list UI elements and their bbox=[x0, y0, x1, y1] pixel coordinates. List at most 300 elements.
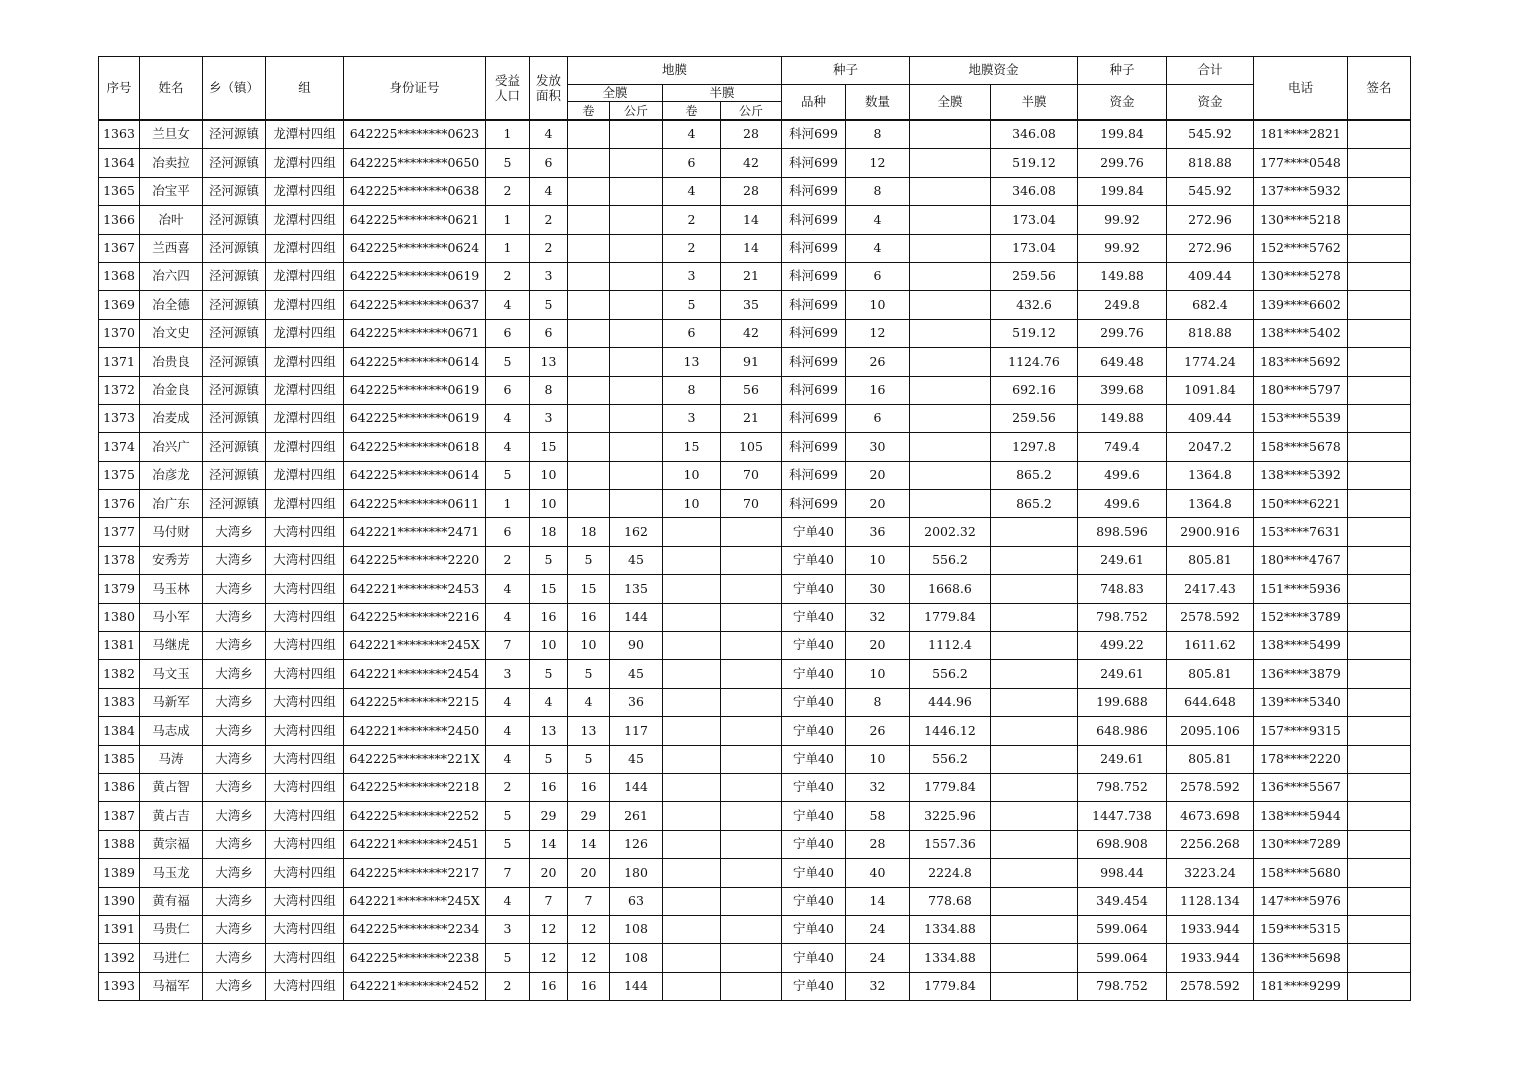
cell-name: 兰西喜 bbox=[140, 234, 203, 262]
cell-town: 大湾乡 bbox=[203, 603, 266, 631]
cell-town: 大湾乡 bbox=[203, 859, 266, 887]
cell-full-film-kg bbox=[610, 433, 663, 461]
cell-seq: 1383 bbox=[99, 688, 140, 716]
cell-half-film-rolls bbox=[663, 745, 721, 773]
cell-full-film-kg bbox=[610, 120, 663, 149]
cell-seed-qty: 20 bbox=[846, 632, 910, 660]
cell-beneficiaries: 2 bbox=[486, 972, 530, 1000]
table-body bbox=[99, 120, 1411, 1001]
table-row bbox=[99, 830, 1411, 858]
cell-id-number: 642225********2217 bbox=[344, 859, 486, 887]
cell-id-number: 642225********0624 bbox=[344, 234, 486, 262]
cell-full-film-rolls: 4 bbox=[568, 688, 610, 716]
cell-seq: 1385 bbox=[99, 745, 140, 773]
table-row bbox=[99, 518, 1411, 546]
cell-full-film-fund bbox=[910, 319, 991, 347]
cell-town: 泾河源镇 bbox=[203, 149, 266, 177]
cell-id-number: 642221********2471 bbox=[344, 518, 486, 546]
cell-half-film-kg: 42 bbox=[721, 149, 782, 177]
cell-id-number: 642225********0614 bbox=[344, 348, 486, 376]
cell-signature bbox=[1348, 632, 1411, 660]
cell-full-film-rolls bbox=[568, 177, 610, 205]
cell-town: 泾河源镇 bbox=[203, 234, 266, 262]
cell-seed-fund: 648.986 bbox=[1078, 717, 1167, 745]
cell-total-fund: 1128.134 bbox=[1167, 887, 1254, 915]
cell-half-film-fund: 865.2 bbox=[991, 490, 1078, 518]
table-row bbox=[99, 177, 1411, 205]
cell-group: 龙潭村四组 bbox=[266, 177, 344, 205]
cell-seed-fund: 798.752 bbox=[1078, 603, 1167, 631]
cell-full-film-kg: 90 bbox=[610, 632, 663, 660]
cell-town: 大湾乡 bbox=[203, 745, 266, 773]
cell-seed-variety: 科河699 bbox=[782, 177, 846, 205]
cell-signature bbox=[1348, 603, 1411, 631]
cell-total-fund: 805.81 bbox=[1167, 546, 1254, 574]
cell-town: 泾河源镇 bbox=[203, 291, 266, 319]
cell-group: 大湾村四组 bbox=[266, 915, 344, 943]
cell-area: 2 bbox=[530, 234, 568, 262]
cell-seq: 1381 bbox=[99, 632, 140, 660]
cell-name: 黄占吉 bbox=[140, 802, 203, 830]
cell-phone: 181****9299 bbox=[1254, 972, 1348, 1000]
cell-group: 龙潭村四组 bbox=[266, 262, 344, 290]
cell-group: 龙潭村四组 bbox=[266, 376, 344, 404]
cell-signature bbox=[1348, 348, 1411, 376]
cell-half-film-kg: 70 bbox=[721, 461, 782, 489]
cell-half-film-fund: 519.12 bbox=[991, 319, 1078, 347]
cell-area: 5 bbox=[530, 660, 568, 688]
cell-full-film-fund: 778.68 bbox=[910, 887, 991, 915]
cell-full-film-rolls: 5 bbox=[568, 660, 610, 688]
cell-seed-variety: 宁单40 bbox=[782, 887, 846, 915]
cell-seed-qty: 8 bbox=[846, 120, 910, 149]
cell-signature bbox=[1348, 660, 1411, 688]
cell-seed-qty: 20 bbox=[846, 490, 910, 518]
cell-signature bbox=[1348, 461, 1411, 489]
cell-town: 泾河源镇 bbox=[203, 206, 266, 234]
film-group-header: 地膜 bbox=[568, 57, 782, 85]
cell-town: 大湾乡 bbox=[203, 944, 266, 972]
col-seq-header: 序号 bbox=[99, 57, 140, 121]
cell-group: 大湾村四组 bbox=[266, 972, 344, 1000]
cell-full-film-rolls bbox=[568, 262, 610, 290]
cell-half-film-rolls bbox=[663, 603, 721, 631]
cell-seed-variety: 宁单40 bbox=[782, 632, 846, 660]
cell-half-film-rolls bbox=[663, 830, 721, 858]
cell-full-film-kg: 144 bbox=[610, 603, 663, 631]
cell-seed-fund: 199.84 bbox=[1078, 120, 1167, 149]
cell-town: 泾河源镇 bbox=[203, 262, 266, 290]
cell-full-film-fund bbox=[910, 433, 991, 461]
table-row bbox=[99, 262, 1411, 290]
cell-town: 大湾乡 bbox=[203, 660, 266, 688]
cell-full-film-rolls bbox=[568, 348, 610, 376]
cell-name: 马玉林 bbox=[140, 575, 203, 603]
cell-full-film-kg bbox=[610, 149, 663, 177]
cell-full-film-rolls: 12 bbox=[568, 944, 610, 972]
cell-seq: 1369 bbox=[99, 291, 140, 319]
cell-full-film-kg bbox=[610, 404, 663, 432]
cell-signature bbox=[1348, 575, 1411, 603]
cell-group: 龙潭村四组 bbox=[266, 319, 344, 347]
cell-name: 马新军 bbox=[140, 688, 203, 716]
cell-seed-variety: 宁单40 bbox=[782, 546, 846, 574]
cell-total-fund: 2417.43 bbox=[1167, 575, 1254, 603]
cell-half-film-kg bbox=[721, 660, 782, 688]
cell-half-film-kg: 21 bbox=[721, 404, 782, 432]
cell-phone: 138****5944 bbox=[1254, 802, 1348, 830]
cell-town: 大湾乡 bbox=[203, 773, 266, 801]
cell-full-film-kg bbox=[610, 376, 663, 404]
cell-seed-fund: 249.61 bbox=[1078, 745, 1167, 773]
cell-half-film-fund bbox=[991, 575, 1078, 603]
cell-total-fund: 1933.944 bbox=[1167, 915, 1254, 943]
cell-beneficiaries: 5 bbox=[486, 802, 530, 830]
cell-half-film-fund bbox=[991, 887, 1078, 915]
table-row bbox=[99, 234, 1411, 262]
cell-seed-variety: 科河699 bbox=[782, 348, 846, 376]
cell-group: 大湾村四组 bbox=[266, 688, 344, 716]
cell-seed-fund: 199.84 bbox=[1078, 177, 1167, 205]
cell-half-film-fund: 173.04 bbox=[991, 234, 1078, 262]
cell-full-film-rolls: 15 bbox=[568, 575, 610, 603]
cell-half-film-fund bbox=[991, 773, 1078, 801]
cell-seed-variety: 宁单40 bbox=[782, 802, 846, 830]
cell-phone: 130****5278 bbox=[1254, 262, 1348, 290]
cell-full-film-rolls: 20 bbox=[568, 859, 610, 887]
cell-half-film-rolls bbox=[663, 632, 721, 660]
cell-half-film-fund bbox=[991, 603, 1078, 631]
cell-total-fund: 4673.698 bbox=[1167, 802, 1254, 830]
cell-half-film-kg: 105 bbox=[721, 433, 782, 461]
cell-area: 4 bbox=[530, 177, 568, 205]
cell-id-number: 642225********2238 bbox=[344, 944, 486, 972]
cell-half-film-kg bbox=[721, 859, 782, 887]
cell-full-film-fund: 556.2 bbox=[910, 745, 991, 773]
cell-phone: 183****5692 bbox=[1254, 348, 1348, 376]
cell-full-film-rolls bbox=[568, 291, 610, 319]
cell-seed-fund: 798.752 bbox=[1078, 773, 1167, 801]
cell-phone: 178****2220 bbox=[1254, 745, 1348, 773]
cell-seed-fund: 698.908 bbox=[1078, 830, 1167, 858]
cell-half-film-fund: 173.04 bbox=[991, 206, 1078, 234]
cell-seed-fund: 499.22 bbox=[1078, 632, 1167, 660]
cell-beneficiaries: 7 bbox=[486, 632, 530, 660]
cell-town: 泾河源镇 bbox=[203, 490, 266, 518]
cell-phone: 138****5402 bbox=[1254, 319, 1348, 347]
cell-half-film-kg bbox=[721, 688, 782, 716]
cell-full-film-kg: 180 bbox=[610, 859, 663, 887]
cell-seed-fund: 99.92 bbox=[1078, 206, 1167, 234]
cell-phone: 136****5567 bbox=[1254, 773, 1348, 801]
cell-seed-qty: 58 bbox=[846, 802, 910, 830]
cell-name: 冶叶 bbox=[140, 206, 203, 234]
cell-full-film-kg bbox=[610, 234, 663, 262]
cell-full-film-rolls: 16 bbox=[568, 972, 610, 1000]
cell-total-fund: 805.81 bbox=[1167, 660, 1254, 688]
cell-half-film-rolls: 3 bbox=[663, 404, 721, 432]
cell-town: 泾河源镇 bbox=[203, 319, 266, 347]
cell-full-film-kg: 144 bbox=[610, 972, 663, 1000]
cell-seed-variety: 宁单40 bbox=[782, 830, 846, 858]
cell-full-film-kg: 144 bbox=[610, 773, 663, 801]
cell-id-number: 642225********0638 bbox=[344, 177, 486, 205]
cell-phone: 138****5392 bbox=[1254, 461, 1348, 489]
cell-full-film-rolls bbox=[568, 404, 610, 432]
cell-half-film-kg: 42 bbox=[721, 319, 782, 347]
cell-name: 冶文史 bbox=[140, 319, 203, 347]
cell-seq: 1384 bbox=[99, 717, 140, 745]
cell-seed-fund: 499.6 bbox=[1078, 461, 1167, 489]
table-row bbox=[99, 575, 1411, 603]
cell-total-fund: 2578.592 bbox=[1167, 603, 1254, 631]
table-row bbox=[99, 773, 1411, 801]
cell-beneficiaries: 6 bbox=[486, 319, 530, 347]
cell-half-film-fund: 432.6 bbox=[991, 291, 1078, 319]
cell-signature bbox=[1348, 944, 1411, 972]
cell-area: 16 bbox=[530, 972, 568, 1000]
cell-phone: 153****7631 bbox=[1254, 518, 1348, 546]
cell-total-fund: 409.44 bbox=[1167, 262, 1254, 290]
cell-name: 马福军 bbox=[140, 972, 203, 1000]
cell-half-film-rolls: 15 bbox=[663, 433, 721, 461]
cell-group: 大湾村四组 bbox=[266, 603, 344, 631]
cell-full-film-kg: 45 bbox=[610, 546, 663, 574]
cell-full-film-rolls: 29 bbox=[568, 802, 610, 830]
table-row bbox=[99, 461, 1411, 489]
cell-half-film-fund bbox=[991, 546, 1078, 574]
cell-seed-qty: 32 bbox=[846, 972, 910, 1000]
cell-full-film-fund: 556.2 bbox=[910, 546, 991, 574]
cell-signature bbox=[1348, 915, 1411, 943]
cell-id-number: 642225********0619 bbox=[344, 376, 486, 404]
col-area-header: 发放面积 bbox=[530, 57, 568, 121]
cell-id-number: 642225********0621 bbox=[344, 206, 486, 234]
cell-name: 马涛 bbox=[140, 745, 203, 773]
cell-half-film-fund bbox=[991, 944, 1078, 972]
cell-seed-qty: 10 bbox=[846, 660, 910, 688]
cell-half-film-fund bbox=[991, 660, 1078, 688]
cell-full-film-kg bbox=[610, 319, 663, 347]
cell-name: 马进仁 bbox=[140, 944, 203, 972]
col-qty-header: 数量 bbox=[846, 85, 910, 121]
cell-area: 29 bbox=[530, 802, 568, 830]
cell-total-fund: 3223.24 bbox=[1167, 859, 1254, 887]
cell-seed-fund: 599.064 bbox=[1078, 915, 1167, 943]
cell-full-film-fund bbox=[910, 120, 991, 149]
cell-half-film-kg bbox=[721, 745, 782, 773]
cell-name: 马玉龙 bbox=[140, 859, 203, 887]
cell-phone: 151****5936 bbox=[1254, 575, 1348, 603]
cell-seed-qty: 10 bbox=[846, 546, 910, 574]
cell-group: 大湾村四组 bbox=[266, 887, 344, 915]
cell-phone: 152****3789 bbox=[1254, 603, 1348, 631]
cell-signature bbox=[1348, 717, 1411, 745]
cell-beneficiaries: 1 bbox=[486, 120, 530, 149]
cell-full-film-fund: 1334.88 bbox=[910, 944, 991, 972]
table-row bbox=[99, 660, 1411, 688]
cell-total-fund: 2095.106 bbox=[1167, 717, 1254, 745]
cell-area: 5 bbox=[530, 546, 568, 574]
cell-name: 马文玉 bbox=[140, 660, 203, 688]
cell-half-film-rolls: 8 bbox=[663, 376, 721, 404]
cell-area: 5 bbox=[530, 291, 568, 319]
cell-phone: 157****9315 bbox=[1254, 717, 1348, 745]
cell-full-film-kg: 108 bbox=[610, 915, 663, 943]
cell-area: 6 bbox=[530, 149, 568, 177]
cell-total-fund: 805.81 bbox=[1167, 745, 1254, 773]
cell-full-film-fund bbox=[910, 490, 991, 518]
cell-full-film-kg: 45 bbox=[610, 660, 663, 688]
table-row bbox=[99, 376, 1411, 404]
cell-group: 龙潭村四组 bbox=[266, 206, 344, 234]
cell-seq: 1374 bbox=[99, 433, 140, 461]
cell-beneficiaries: 1 bbox=[486, 490, 530, 518]
cell-group: 龙潭村四组 bbox=[266, 348, 344, 376]
cell-area: 16 bbox=[530, 773, 568, 801]
cell-seed-variety: 科河699 bbox=[782, 291, 846, 319]
cell-full-film-kg bbox=[610, 461, 663, 489]
cell-full-film-kg bbox=[610, 262, 663, 290]
cell-seed-fund: 749.4 bbox=[1078, 433, 1167, 461]
cell-seq: 1392 bbox=[99, 944, 140, 972]
cell-full-film-fund bbox=[910, 234, 991, 262]
cell-beneficiaries: 3 bbox=[486, 660, 530, 688]
cell-seed-fund: 798.752 bbox=[1078, 972, 1167, 1000]
cell-phone: 159****5315 bbox=[1254, 915, 1348, 943]
cell-seq: 1386 bbox=[99, 773, 140, 801]
cell-half-film-fund bbox=[991, 802, 1078, 830]
col-group-header: 组 bbox=[266, 57, 344, 121]
cell-beneficiaries: 4 bbox=[486, 717, 530, 745]
cell-half-film-kg bbox=[721, 632, 782, 660]
cell-phone: 136****5698 bbox=[1254, 944, 1348, 972]
cell-id-number: 642221********2454 bbox=[344, 660, 486, 688]
cell-beneficiaries: 2 bbox=[486, 773, 530, 801]
cell-group: 大湾村四组 bbox=[266, 859, 344, 887]
cell-seed-fund: 499.6 bbox=[1078, 490, 1167, 518]
cell-full-film-kg: 162 bbox=[610, 518, 663, 546]
col-name-header: 姓名 bbox=[140, 57, 203, 121]
cell-town: 泾河源镇 bbox=[203, 120, 266, 149]
table-row bbox=[99, 859, 1411, 887]
cell-area: 4 bbox=[530, 688, 568, 716]
cell-name: 冶宝平 bbox=[140, 177, 203, 205]
cell-phone: 158****5678 bbox=[1254, 433, 1348, 461]
cell-beneficiaries: 4 bbox=[486, 745, 530, 773]
cell-id-number: 642225********0671 bbox=[344, 319, 486, 347]
cell-half-film-kg bbox=[721, 830, 782, 858]
cell-total-fund: 2047.2 bbox=[1167, 433, 1254, 461]
cell-signature bbox=[1348, 234, 1411, 262]
cell-seed-fund: 149.88 bbox=[1078, 404, 1167, 432]
cell-signature bbox=[1348, 745, 1411, 773]
cell-seq: 1389 bbox=[99, 859, 140, 887]
cell-full-film-fund: 444.96 bbox=[910, 688, 991, 716]
cell-seed-variety: 宁单40 bbox=[782, 944, 846, 972]
cell-seed-variety: 宁单40 bbox=[782, 688, 846, 716]
cell-seed-qty: 36 bbox=[846, 518, 910, 546]
cell-id-number: 642225********0619 bbox=[344, 262, 486, 290]
cell-signature bbox=[1348, 518, 1411, 546]
cell-beneficiaries: 3 bbox=[486, 915, 530, 943]
cell-seed-variety: 科河699 bbox=[782, 319, 846, 347]
cell-full-film-fund: 1334.88 bbox=[910, 915, 991, 943]
table-row bbox=[99, 490, 1411, 518]
cell-seed-qty: 40 bbox=[846, 859, 910, 887]
table-row bbox=[99, 887, 1411, 915]
cell-name: 冶麦成 bbox=[140, 404, 203, 432]
table-row bbox=[99, 688, 1411, 716]
table-row bbox=[99, 632, 1411, 660]
cell-full-film-rolls: 13 bbox=[568, 717, 610, 745]
cell-group: 龙潭村四组 bbox=[266, 461, 344, 489]
cell-town: 泾河源镇 bbox=[203, 348, 266, 376]
cell-area: 20 bbox=[530, 859, 568, 887]
cell-full-film-rolls bbox=[568, 234, 610, 262]
cell-seed-variety: 宁单40 bbox=[782, 660, 846, 688]
cell-total-fund: 1364.8 bbox=[1167, 490, 1254, 518]
cell-half-film-fund: 346.08 bbox=[991, 120, 1078, 149]
table-row bbox=[99, 206, 1411, 234]
cell-seed-qty: 26 bbox=[846, 348, 910, 376]
cell-seed-variety: 宁单40 bbox=[782, 518, 846, 546]
cell-full-film-kg bbox=[610, 291, 663, 319]
cell-full-film-rolls: 5 bbox=[568, 745, 610, 773]
cell-seed-variety: 宁单40 bbox=[782, 972, 846, 1000]
cell-full-film-fund bbox=[910, 404, 991, 432]
cell-full-film-fund bbox=[910, 262, 991, 290]
table-row bbox=[99, 120, 1411, 149]
cell-phone: 158****5680 bbox=[1254, 859, 1348, 887]
cell-total-fund: 818.88 bbox=[1167, 319, 1254, 347]
col-phone-header: 电话 bbox=[1254, 57, 1348, 121]
cell-phone: 152****5762 bbox=[1254, 234, 1348, 262]
cell-signature bbox=[1348, 177, 1411, 205]
cell-town: 大湾乡 bbox=[203, 717, 266, 745]
cell-beneficiaries: 4 bbox=[486, 575, 530, 603]
cell-group: 大湾村四组 bbox=[266, 518, 344, 546]
cell-full-film-rolls: 16 bbox=[568, 603, 610, 631]
table-row bbox=[99, 404, 1411, 432]
cell-signature bbox=[1348, 830, 1411, 858]
cell-total-fund: 818.88 bbox=[1167, 149, 1254, 177]
cell-phone: 150****6221 bbox=[1254, 490, 1348, 518]
cell-seed-variety: 宁单40 bbox=[782, 859, 846, 887]
cell-signature bbox=[1348, 490, 1411, 518]
cell-seed-qty: 8 bbox=[846, 177, 910, 205]
cell-name: 冶全德 bbox=[140, 291, 203, 319]
cell-seed-qty: 6 bbox=[846, 262, 910, 290]
cell-half-film-kg: 14 bbox=[721, 206, 782, 234]
table-row bbox=[99, 291, 1411, 319]
cell-seed-qty: 30 bbox=[846, 433, 910, 461]
table-row bbox=[99, 603, 1411, 631]
cell-group: 龙潭村四组 bbox=[266, 404, 344, 432]
cell-signature bbox=[1348, 859, 1411, 887]
cell-total-fund: 2578.592 bbox=[1167, 773, 1254, 801]
cell-seed-fund: 399.68 bbox=[1078, 376, 1167, 404]
col-pop-header: 受益人口 bbox=[486, 57, 530, 121]
cell-half-film-rolls: 13 bbox=[663, 348, 721, 376]
cell-seed-variety: 宁单40 bbox=[782, 773, 846, 801]
table-row bbox=[99, 319, 1411, 347]
cell-full-film-fund bbox=[910, 149, 991, 177]
col-id-header: 身份证号 bbox=[344, 57, 486, 121]
cell-id-number: 642221********2452 bbox=[344, 972, 486, 1000]
cell-town: 泾河源镇 bbox=[203, 376, 266, 404]
seed-fund-group-header: 种子 bbox=[1078, 57, 1167, 85]
